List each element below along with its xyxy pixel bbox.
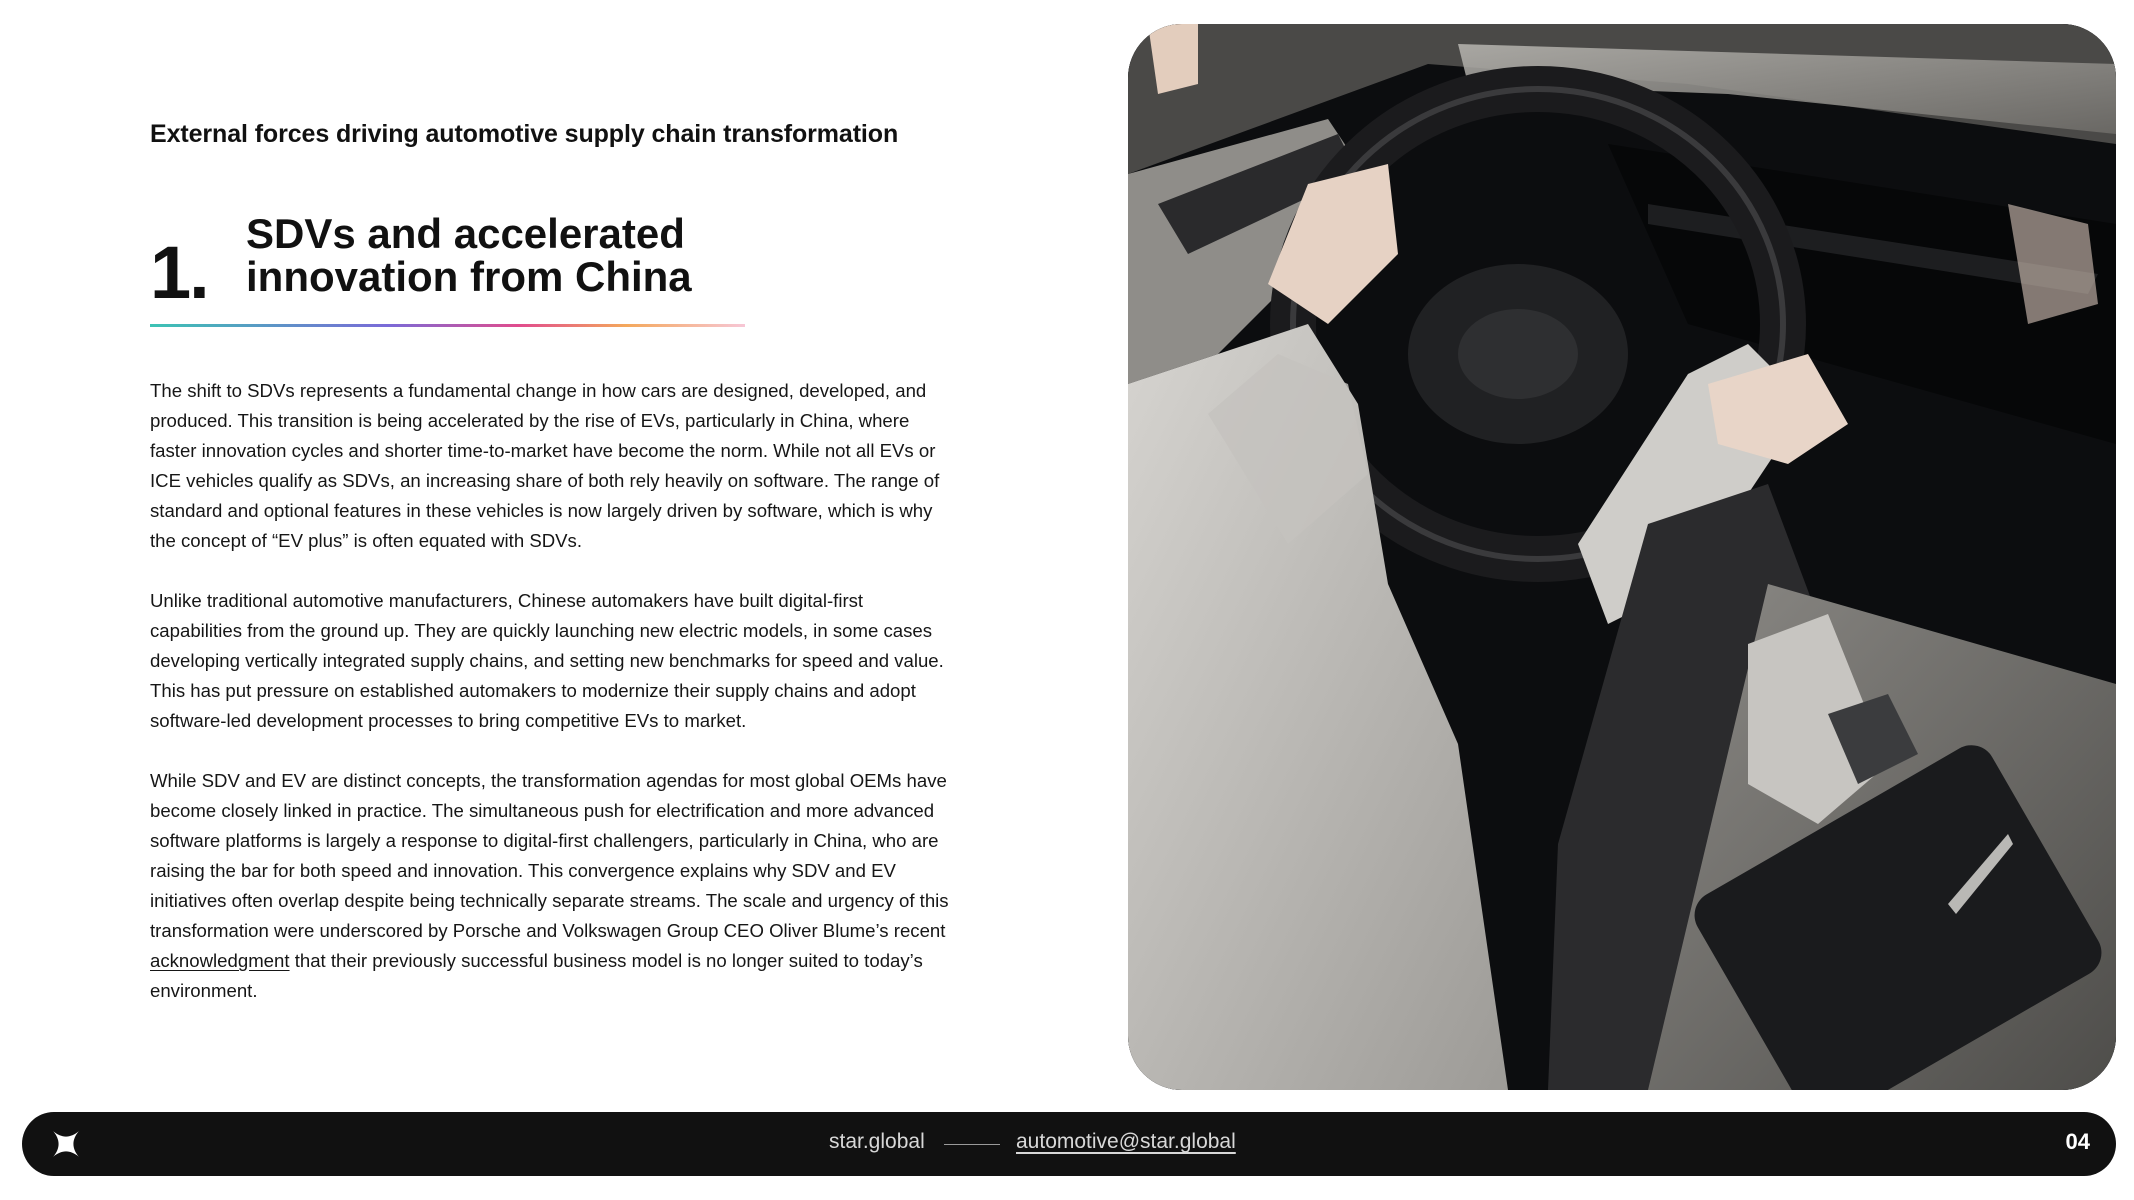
heading-number: 1. [150,231,208,314]
paragraph-2: Unlike traditional automotive manufacturers, Chinese automakers have built digital-first capabilities from the ground up. They are quickly launching new electric models, in some cases developing vertically integrated supply chains, and setting new benchmarks for speed and value. This has put pressure on established automakers to modernize their supply chains and adopt software-led development processes to bring competitive EVs to market. [150,590,944,731]
section-title: External forces driving automotive supply chain transformation [150,120,899,148]
paragraph-3-text-before: While SDV and EV are distinct concepts, the transformation agendas for most global OEMs have become closely linked in practice. The simultaneous push for electrification and more advanced software platforms is largely a response to digital-first challengers, particularly in China, who are raising the bar for both speed and innovation. This convergence explains why SDV and EV initiatives often overlap despite being technically separate streams. The scale and urgency of this transformation were underscored by Porsche and Volkswagen Group CEO Oliver Blume’s recent [150,770,949,941]
acknowledgment-link[interactable]: acknowledgment [150,950,290,971]
paragraph-3-text-after: that their previously successful business model is no longer suited to today’s environment. [150,950,923,1001]
hero-photo-car-interior [1128,24,2116,1090]
footer-site-link[interactable]: star.global [829,1130,925,1153]
footer-separator [944,1144,1000,1145]
section-heading [150,210,806,314]
paragraph-1: The shift to SDVs represents a fundamental change in how cars are designed, developed, and produced. This transition is being accelerated by the rise of EVs, particularly in China, where faster innovation cycles and shorter time-to-market have become the norm. While not all EVs or ICE vehicles qualify as SDVs, an increasing share of both rely heavily on software. The range of standard and optional features in these vehicles is now largely driven by software, which is why the concept of “EV plus” is often equated with SDVs. [150,380,940,551]
paragraph-3 [150,766,950,1006]
star-logo-icon[interactable] [46,1124,86,1164]
page-number: 04 [2065,1129,2090,1154]
heading-line-2: innovation from China [246,253,692,300]
heading-title [246,212,806,298]
heading-line-1: SDVs and accelerated [246,210,685,257]
car-interior-illustration [1128,24,2116,1090]
footer-bar [22,1112,2116,1176]
footer-email-link[interactable]: automotive@star.global [1016,1130,1236,1153]
gradient-divider [150,324,745,327]
body-copy [150,376,950,1036]
